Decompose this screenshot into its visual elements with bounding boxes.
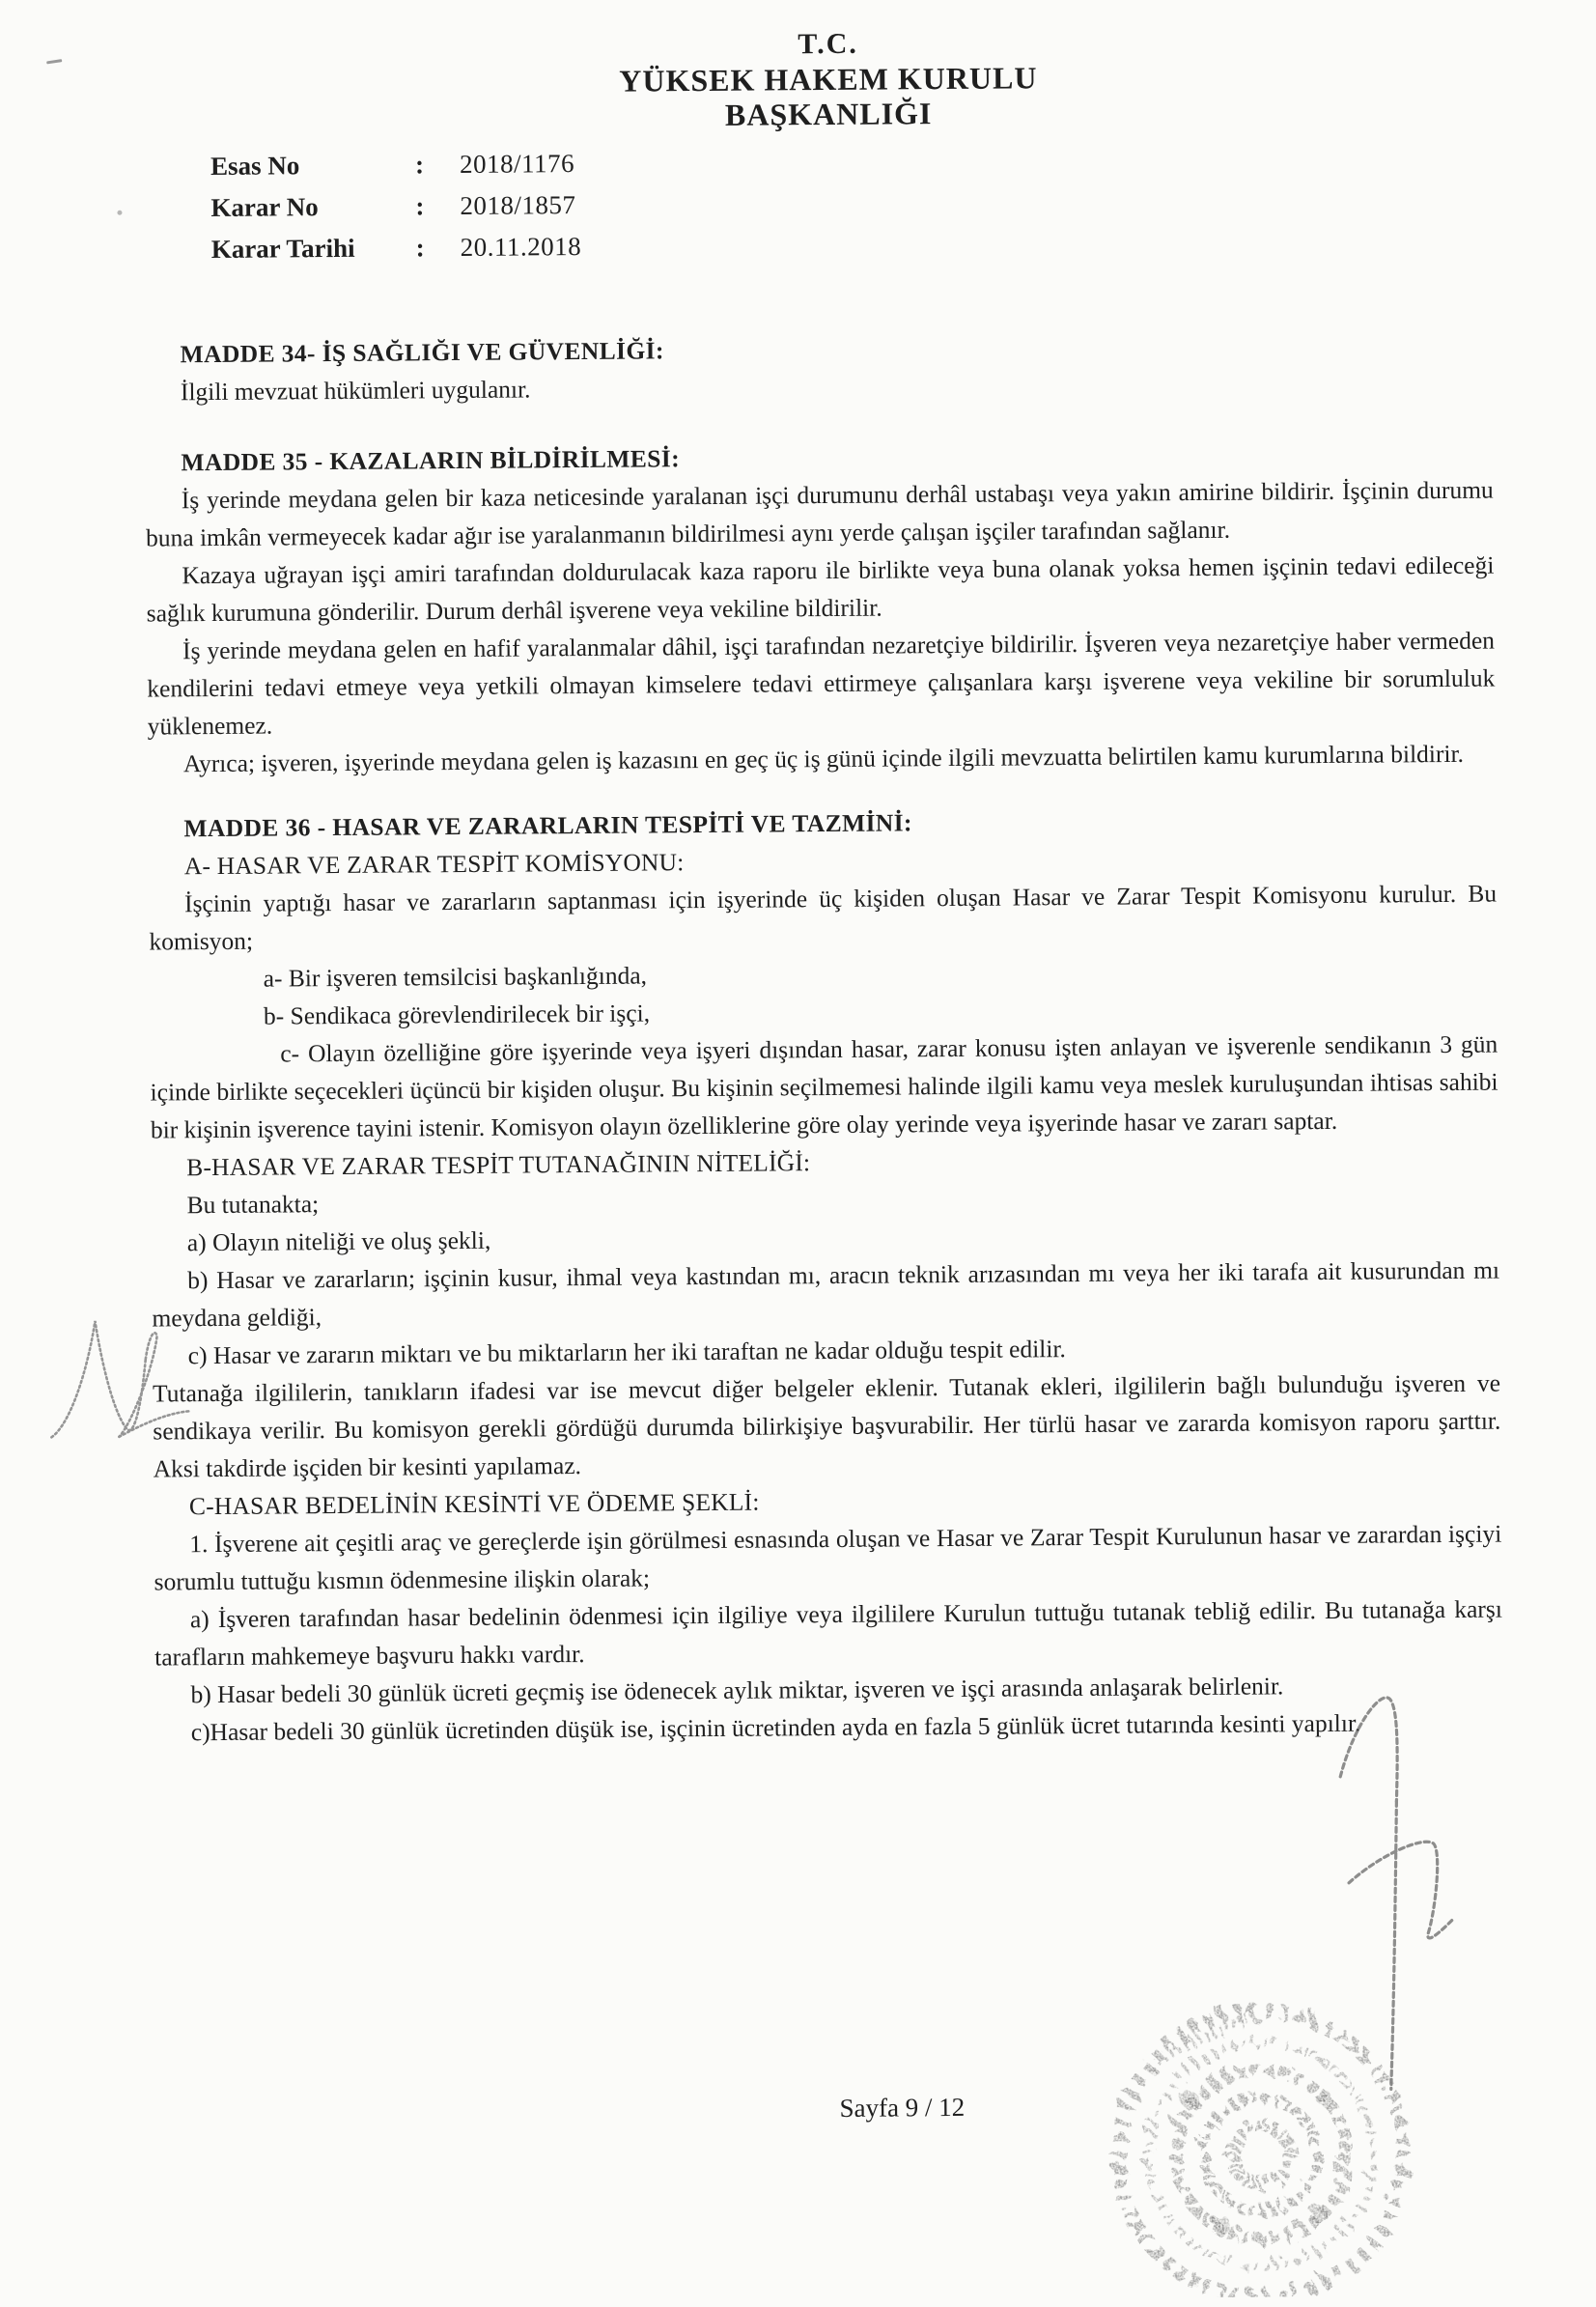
body-paragraph: Ayrıca; işveren, işyerinde meydana gelen iş kazasını en geç üç iş günü içinde ilgili mevzuatta belirtilen kamu kurumlarına bildirir. (182, 739, 1465, 778)
body-paragraph: 1. İşverene ait çeşitli araç ve gereçlerde işin görülmesi esnasında oluşan ve Hasar ve Zarar Tespit Kurulunun hasar ve zarardan işçiyi sorumlu tuttuğu kısmın ödenmesine ilişkin olarak; (154, 1519, 1502, 1596)
meta-colon: : (415, 191, 425, 221)
institution-office: BAŞKANLIĞI (724, 96, 933, 132)
meta-colon: : (415, 233, 425, 263)
body-paragraph: a) Olayın niteliği ve oluş şekli, (186, 1225, 491, 1257)
list-item: b- Sendikaca görevlendirilecek bir işçi, (263, 999, 651, 1030)
section-heading: A- HASAR VE ZARAR TESPİT KOMİSYONU: (183, 848, 685, 881)
body-paragraph: b) Hasar ve zararların; işçinin kusur, ihmal veya kastından mı, aracın teknik arızasından mı veya her iki tarafa ait kusurundan mı meydana geldiği, (152, 1255, 1500, 1333)
body-paragraph: Kazaya uğrayan işçi amiri tarafından doldurulacak kaza raporu ile birlikte veya buna olanak yoksa hemen işçinin tedavi edileceği sağlık kurumuna gönderilir. Durum derhâl işverene veya vekiline bildirilir. (146, 550, 1495, 628)
body-paragraph: Tutanağa ilgililerin, tanıkların ifadesi var ise mevcut diğer belgeler eklenir. Tutanak ekleri, ilgililerin bağlı bulunduğu işveren ve sendikaya verilir. Bu komisyon gerekli gördüğü durumda bilirkişiye başvurabilir. Her türlü hasar ve zararda komisyon raporu şarttır. Aksi takdirde işçiden bir kesinti yapılamaz. (152, 1368, 1501, 1483)
body-paragraph: c- Olayın özelliğine göre işyerinde veya işyeri dışından hasar, zarar konusu işten anlayan ve işverenle sendikanın 3 gün içinde birlikte seçecekleri üçüncü bir kişiden oluşur. Bu kişinin seçilmemesi halinde ilgili kamu veya meslek kuruluşundan ihtisas sahibi bir kişinin işverence tayini istenir. Komisyon olayın özelliklerine göre olay yerinde veya işyerinde hasar ve zararı saptar. (150, 1029, 1498, 1144)
body-paragraph: c)Hasar bedeli 30 günlük ücretinden düşük ise, işçinin ücretinden ayda en fazla 5 günlük ücret tutarında kesinti yapılır. (190, 1708, 1361, 1747)
section-heading: B-HASAR VE ZARAR TESPİT TUTANAĞININ NİTELİĞİ: (186, 1148, 811, 1182)
meta-label: Karar Tarihi (210, 233, 355, 265)
document-body (144, 325, 1502, 1752)
meta-label: Esas No (210, 151, 300, 182)
list-item: a- Bir işveren temsilcisi başkanlığında, (263, 961, 648, 993)
body-paragraph: İş yerinde meydana gelen en hafif yaralanmalar dâhil, işçi tarafından nezaretçiye bildirilir. İşveren veya nezaretçiye haber vermeden kendilerini tedavi etmeye veya yetkili olmayan kimselere tedavi ettirmeye çalışanlara karşı işverene veya vekiline bir sorumluluk yüklenemez. (147, 626, 1496, 741)
case-meta-block (210, 149, 582, 276)
meta-value: 2018/1176 (459, 149, 575, 179)
body-paragraph: a) İşveren tarafından hasar bedelinin ödenmesi için ilgiliye veya ilgililere Kurulun tuttuğu tutanak tebliğ edilir. Bu tutanağa karşı tarafların mahkemeye başvuru hakkı vardır. (154, 1594, 1502, 1672)
meta-label: Karar No (210, 192, 319, 223)
page-number: Sayfa 9 / 12 (839, 2092, 966, 2123)
body-paragraph: İş yerinde meydana gelen bir kaza neticesinde yaralanan işçi durumunu derhâl ustabaşı veya yakın amirine bildirir. İşçinin durumu buna imkân vermeyecek kadar ağır ise yaralanmanın bildirilmesi aynı yerde çalışan işçiler tarafından sağlanır. (145, 475, 1494, 552)
scan-speck (117, 211, 122, 215)
handwritten-paraph-icon (37, 1301, 210, 1464)
handwritten-pen-stroke-icon (1330, 1683, 1468, 2099)
meta-row-esas-no (210, 149, 581, 193)
meta-row-karar-tarihi (211, 232, 582, 276)
letterhead (30, 20, 1596, 137)
body-paragraph: b) Hasar bedeli 30 günlük ücreti geçmiş ise ödenecek aylık miktar, işveren ve işçi arasında anlaşarak belirlenir. (190, 1672, 1284, 1709)
meta-row-karar-no (210, 190, 581, 235)
section-heading: C-HASAR BEDELİNİN KESİNTİ VE ÖDEME ŞEKLİ: (188, 1487, 760, 1521)
state-abbreviation: T.C. (798, 27, 858, 61)
institution-name: YÜKSEK HAKEM KURULU (619, 60, 1038, 98)
meta-value: 2018/1857 (460, 190, 576, 220)
body-paragraph: Bu tutanakta; (186, 1190, 320, 1220)
body-paragraph: İlgili mevzuat hükümleri uygulanır. (180, 375, 531, 407)
body-paragraph: İşçinin yaptığı hasar ve zararların saptanması için işyerinde üç kişiden oluşan Hasar ve Zarar Tespit Komisyonu kurulur. Bu komisyon; (149, 879, 1498, 956)
article-heading: MADDE 36 - HASAR VE ZARARLARIN TESPİTİ VE TAZMİNİ: (183, 808, 912, 843)
article-heading: MADDE 35 - KAZALARIN BİLDİRİLMESİ: (181, 444, 681, 477)
article-heading: MADDE 34- İŞ SAĞLIĞI VE GÜVENLİĞİ: (180, 336, 664, 369)
meta-colon: : (414, 150, 425, 180)
body-paragraph: c) Hasar ve zararın miktarı ve bu miktarların her iki taraftan ne kadar olduğu tespit edilir. (187, 1335, 1066, 1370)
meta-value: 20.11.2018 (460, 231, 582, 262)
